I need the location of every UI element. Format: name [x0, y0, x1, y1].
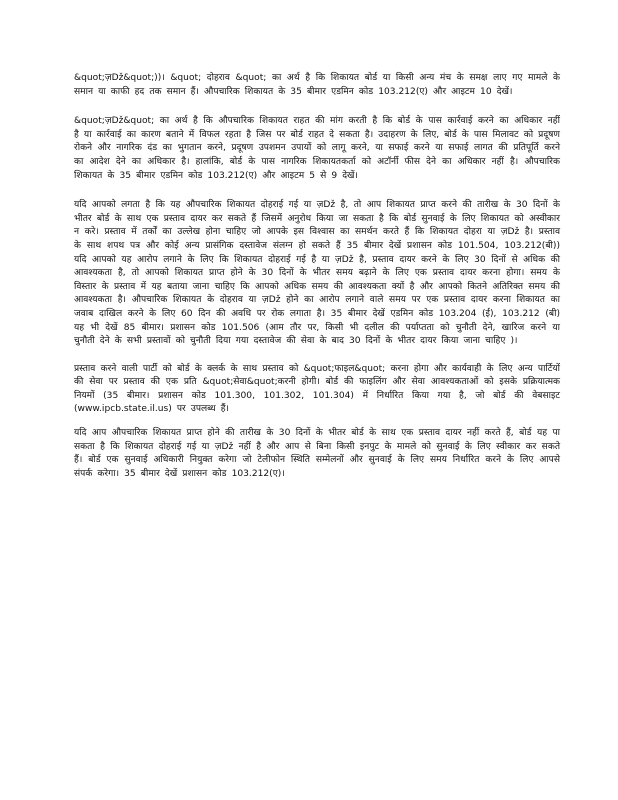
paragraph-repetitive-definition: &quot;ज़Dž&quot;))। &quot; दोहराव &quot; का अर्थ है कि शिकायत बोर्ड या किसी अन्य मंच के समक्ष लाए गए मामले के समान या काफी हद तक समान हैं। औपचारिक शिकायत के 35 बीमार एडमिन कोड 103.212(ए) और आइटम 10 देखें।: [74, 73, 561, 97]
paragraph-motion-deadline: यदि आपको लगता है कि यह औपचारिक शिकायत दोहराई गई या ज़Dž है, तो आप शिकायत प्राप्त करने की तारीख के 30 दिनों के भीतर बोर्ड के साथ एक प्रस्ताव दायर कर सकते हैं जिसमें अनुरोध किया जा सकता है कि बोर्ड सुनवाई के लिए शिकायत को अस्वीकार न करे। प्रस्ताव में तर्कों का उल्लेख होना चाहिए जो आपके इस विश्वास का समर्थन करते हैं कि शिकायत दोहरा या ज़Dž है। प्रस्ताव के साथ शपथ पत्र और कोई अन्य प्रासंगिक दस्तावेज संलग्न हो सकते हैं 35 बीमार देखें प्रशासन कोड 101.504, 103.212(बी)) यदि आपको यह आरोप लगाने के लिए कि शिकायत दोहराई गई है या ज़Dž है, प्रस्ताव दायर करने के लिए 30 दिनों से अधिक की आवश्यकता है, तो आपको शिकायत प्राप्त होने के 30 दिनों के भीतर समय बढ़ाने के लिए एक प्रस्ताव दायर करना होगा। समय के विस्तार के प्रस्ताव में यह बताया जाना चाहिए कि आपको अधिक समय की आवश्यकता क्यों है और आपको कितने अतिरिक्त समय की आवश्यकता है। औपचारिक शिकायत के दोहराव या ज़Dž होने का आरोप लगाने वाले समय पर एक प्रस्ताव दायर करना शिकायत का जवाब दाखिल करने के लिए 60 दिन की अवधि पर रोक लगाता है। 35 बीमार देखें एडमिन कोड 103.204 (ई), 103.212 (बी) यह भी देखें 85 बीमार। प्रशासन कोड 101.506 (आम तौर पर, किसी भी दलील की पर्याप्तता को चुनौती देने, खारिज करने या चुनौती देने के सभी प्रस्तावों को चुनौती दिया गया दस्तावेज की सेवा के बाद 30 दिनों के भीतर दायर किया जाना चाहिए )।: [74, 200, 560, 347]
paragraph-frivolous-definition: &quot;ज़Dž&quot; का अर्थ है कि औपचारिक शिकायत राहत की मांग करती है कि बोर्ड के पास कार्रवाई करने का अधिकार नहीं है या कार्रवाई का कारण बताने में विफल रहता है जिस पर बोर्ड राहत दे सकता है। उदाहरण के लिए, बोर्ड के पास मिलावट को प्रदूषण रोकने और नागरिक दंड का भुगतान करने, प्रदूषण उपशमन उपायों को लागू करने, या सफाई करने या सफाई लागत की प्रतिपूर्ति करने का आदेश देने का अधिकार है। हालांकि, बोर्ड के पास नागरिक शिकायतकर्ता को अटॉर्नी फीस देने का अधिकार नहीं है। औपचारिक शिकायत के 35 बीमार एडमिन कोड 103.212(ए) और आइटम 5 से 9 देखें।: [74, 116, 560, 181]
paragraph-filing-and-service: प्रस्ताव करने वाली पार्टी को बोर्ड के क्लर्क के साथ प्रस्ताव को &quot;फाइल&quot; करना होगा और कार्यवाही के लिए अन्य पार्टियों की सेवा पर प्रस्ताव की एक प्रति &quot;सेवा&quot;करनी होगी। बोर्ड की फाइलिंग और सेवा आवश्यकताओं को इसके प्रक्रियात्मक नियमों (35 बीमार। प्रशासन कोड 101.300, 101.302, 101.304) में निर्धारित किया गया है, जो बोर्ड की वेबसाइट (www.ipcb.state.il.us) पर उपलब्ध हैं।: [74, 363, 560, 415]
paragraph-no-motion-consequence: यदि आप औपचारिक शिकायत प्राप्त होने की तारीख के 30 दिनों के भीतर बोर्ड के साथ एक प्रस्ताव दायर नहीं करते हैं, बोर्ड यह पा सकता है कि शिकायत दोहराई गई या ज़Dž नहीं है और आप से बिना किसी इनपुट के मामले को सुनवाई के लिए स्वीकार कर सकते हैं। बोर्ड एक सुनवाई अधिकारी नियुक्त करेगा जो टेलीफोन स्थिति सम्मेलनों और सुनवाई के लिए समय निर्धारित करने के लिए आपसे संपर्क करेगा। 35 बीमार देखें प्रशासन कोड 103.212(ए)।: [74, 428, 560, 479]
